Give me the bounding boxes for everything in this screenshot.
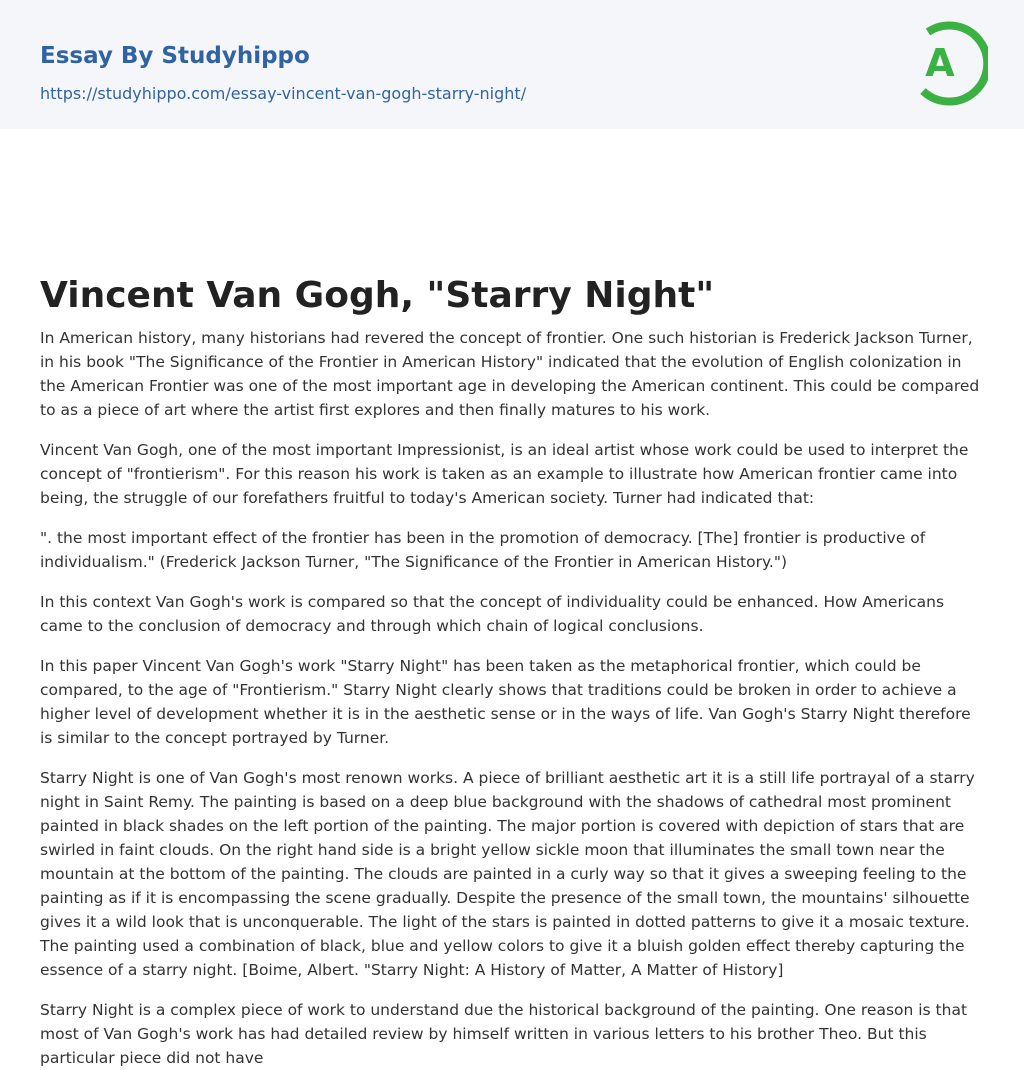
site-name[interactable]: Essay By Studyhippo (40, 43, 310, 69)
paragraph: In this context Van Gogh's work is compared so that the concept of individuality could be enhanced. How Americans came to the conclusion of democracy and through which chain of logical conclusions. (40, 593, 945, 635)
studyhippo-logo-icon[interactable] (910, 18, 988, 106)
article (0, 129, 1024, 1070)
paragraph: Starry Night is one of Van Gogh's most renown works. A piece of brilliant aesthetic art it is a still life portrayal of a starry night in Saint Remy. The painting is based on a deep blue background with the shadows of cathedral most prominent painted in black shades on the left portion of the painting. The major portion is covered with depiction of stars that are swirled in faint clouds. On the right hand side is a bright yellow sickle moon that illuminates the small town near the mountain at the bottom of the painting. The clouds are painted in a curly way so that it gives a sweeping feeling to the painting as if it is encompassing the scene gradually. Despite the presence of the small town, the mountains' silhouette gives it a wild look that is unconquerable. The light of the stars is painted in dotted patterns to give it a mosaic texture. The painting used a combination of black, blue and yellow colors to give it a bluish golden effect thereby capturing the essence of a starry night. [Boime, Albert. "Starry Night: A History of Matter, A Matter of History] (40, 769, 975, 979)
site-header (0, 0, 1024, 129)
paragraph: Vincent Van Gogh, one of the most important Impressionist, is an ideal artist whose work could be used to interpret the concept of "frontierism". For this reason his work is taken as an example to illustrate how American frontier came into being, the struggle of our forefathers fruitful to today's American society. Turner had indicated that: (40, 441, 969, 507)
paragraph: In American history, many historians had revered the concept of frontier. One such historian is Frederick Jackson Turner, in his book "The Significance of the Frontier in American History" indicated that the evolution of English colonization in the American Frontier was one of the most important age in developing the American continent. This could be compared to as a piece of art where the artist first explores and then finally matures to his work. (40, 329, 980, 419)
page-title: Vincent Van Gogh, "Starry Night" (40, 275, 715, 316)
paragraph: ". the most important effect of the frontier has been in the promotion of democracy. [The] frontier is productive of individualism." (Frederick Jackson Turner, "The Significance of the Frontier in American History.") (40, 529, 926, 571)
essay-url-link[interactable]: https://studyhippo.com/essay-vincent-van-gogh-starry-night/ (40, 84, 527, 103)
paragraph: In this paper Vincent Van Gogh's work "Starry Night" has been taken as the metaphorical frontier, which could be compared, to the age of "Frontierism." Starry Night clearly shows that traditions could be broken in order to achieve a higher level of development whether it is in the aesthetic sense or in the ways of life. Van Gogh's Starry Night therefore is similar to the concept portrayed by Turner. (40, 657, 971, 747)
logo-letter: A (925, 41, 955, 85)
paragraph: Starry Night is a complex piece of work to understand due the historical background of the painting. One reason is that most of Van Gogh's work has had detailed review by himself written in various letters to his brother Theo. But this particular piece did not have (40, 1001, 968, 1067)
